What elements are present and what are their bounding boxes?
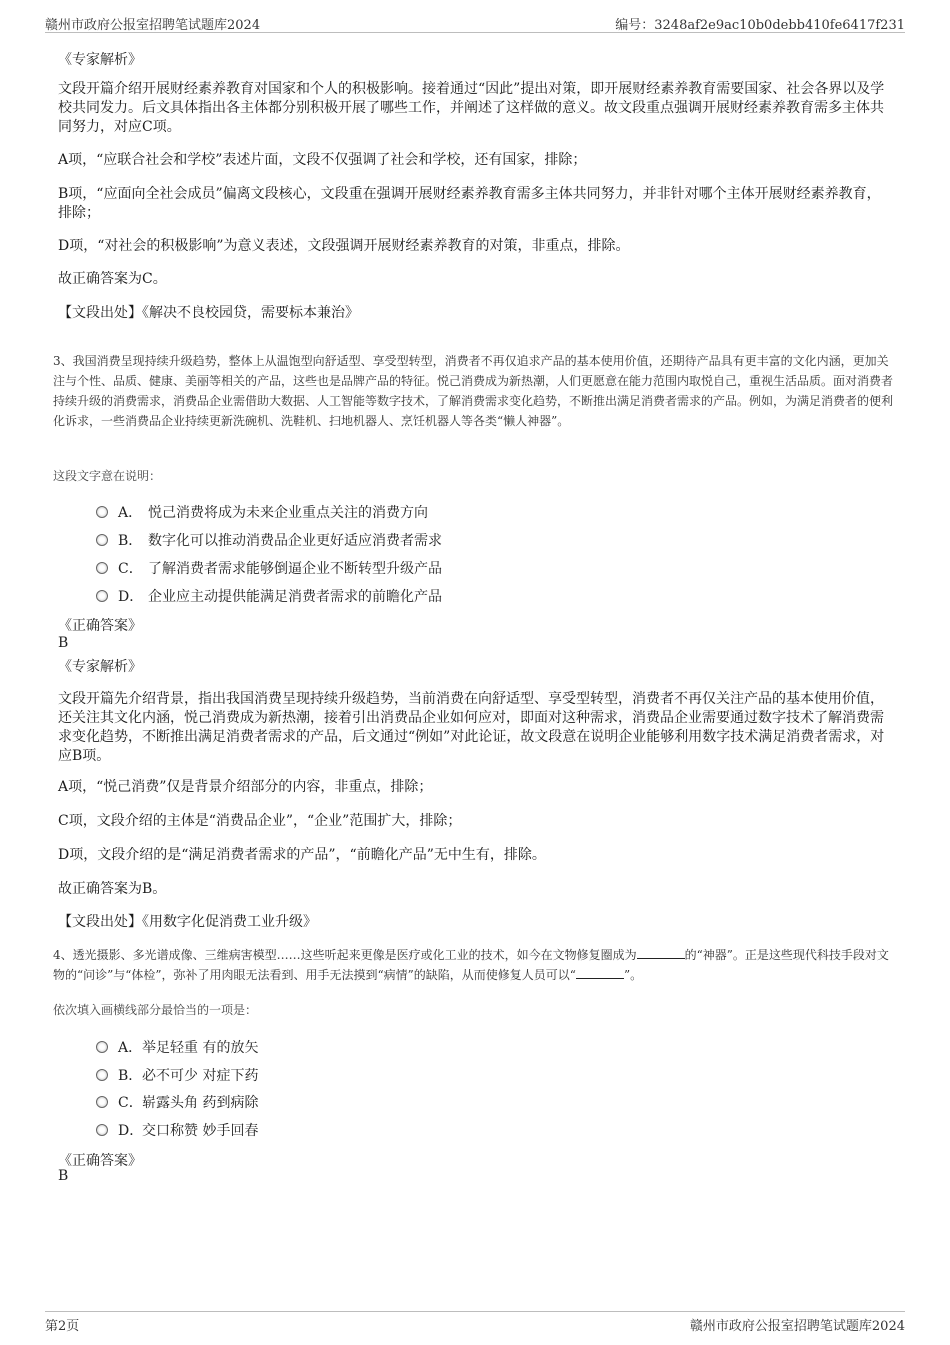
- option-letter: C．: [118, 1095, 143, 1111]
- q2-a-note: A项，“应联合社会和学校”表述片面，文段不仅强调了社会和学校，还有国家，排除；: [58, 152, 587, 168]
- q2-d-note: D项，“对社会的积极影响”为意义表述，文段强调开展财经素养教育的对策，非重点，排除。: [58, 238, 630, 254]
- q4-option-d[interactable]: [96, 1120, 258, 1140]
- header-doc-id: 编号：3248af2e9ac10b0debb410fe6417f231: [615, 18, 905, 33]
- option-letter: D．: [118, 1123, 144, 1139]
- radio-icon[interactable]: [96, 1096, 108, 1108]
- q3-answer: B: [58, 635, 69, 651]
- header-title: 赣州市政府公报室招聘笔试题库2024: [45, 18, 261, 33]
- q3-option-c[interactable]: [96, 558, 442, 578]
- q4-question: [53, 945, 893, 985]
- option-text: 悦己消费将成为未来企业重点关注的消费方向: [148, 505, 428, 521]
- option-text: 了解消费者需求能够倒逼企业不断转型升级产品: [148, 561, 442, 577]
- q3-conclusion: 故正确答案为B。: [58, 881, 167, 897]
- radio-icon[interactable]: [96, 590, 108, 602]
- page-header: [45, 12, 905, 33]
- q4-answer: B: [58, 1168, 69, 1184]
- q2-expert-label: 《专家解析》: [58, 52, 142, 68]
- q3-question: 3、我国消费呈现持续升级趋势，整体上从温饱型向舒适型、享受型转型，消费者不再仅追求产品的基本使用价值，还期待产品具有更丰富的文化内涵，更加关注与个性、品质、健康、美丽等相关的产品，这些也是品牌产品的特征。悦己消费成为新热潮，人们更愿意在能力范围内取悦自己，重视生活品质。面对消费者持续升级的消费需求，消费品企业需借助大数据、人工智能等数字技术，了解消费需求变化趋势，不断推出满足消费者需求的产品。例如，为满足消费者的便利化诉求，一些消费品企业持续更新洗碗机、洗鞋机、扫地机器人、烹饪机器人等各类“懒人神器”。: [53, 354, 894, 428]
- q4-option-a[interactable]: [96, 1037, 258, 1057]
- q4-answer-label: 《正确答案》: [58, 1153, 142, 1169]
- option-text: 崭露头角 药到病除: [142, 1095, 259, 1111]
- q4-question-part1: 4、透光摄影、多光谱成像、三维病害模型……这些听起来更像是医疗或化工业的技术，如今在文物修复圈成为: [53, 948, 637, 962]
- q3-answer-label: 《正确答案》: [58, 618, 142, 634]
- q2-source: 【文段出处】《解决不良校园贷，需要标本兼治》: [58, 305, 359, 321]
- option-letter: B．: [118, 1068, 143, 1084]
- q3-option-d[interactable]: [96, 586, 442, 606]
- q3-option-a[interactable]: [96, 502, 428, 522]
- footer-title: 赣州市政府公报室招聘笔试题库2024: [689, 1319, 905, 1334]
- radio-icon[interactable]: [96, 1069, 108, 1081]
- blank-line: [576, 967, 624, 979]
- q2-conclusion: 故正确答案为C。: [58, 271, 167, 287]
- radio-icon[interactable]: [96, 1041, 108, 1053]
- radio-icon[interactable]: [96, 1124, 108, 1136]
- option-text: 举足轻重 有的放矢: [142, 1040, 259, 1056]
- option-letter: C．: [118, 561, 143, 577]
- option-letter: D．: [118, 589, 144, 605]
- q3-a-note: A项，“悦己消费”仅是背景介绍部分的内容，非重点，排除；: [58, 779, 433, 795]
- q2-b-note: B项，“应面向全社会成员”偏离文段核心，文段重在强调开展财经素养教育需多主体共同努力，并非针对哪个主体开展财经素养教育，排除；: [58, 186, 881, 221]
- radio-icon[interactable]: [96, 506, 108, 518]
- q4-question-part3: ”。: [623, 968, 643, 982]
- q4-option-c[interactable]: [96, 1092, 258, 1112]
- option-letter: B．: [118, 533, 143, 549]
- q3-d-note: D项，文段介绍的是“满足消费者需求的产品”，“前瞻化产品”无中生有，排除。: [58, 847, 546, 863]
- q4-question-part2: 的“神器”。正是这些现代科技手段对文物的“问诊”与“体检”，弥补了用肉眼无法看到、用手无法摸到“病情”的缺陷，从而使修复人员可以“: [53, 948, 889, 982]
- q3-c-note: C项，文段介绍的主体是“消费品企业”，“企业”范围扩大，排除；: [58, 813, 462, 829]
- q3-source: 【文段出处】《用数字化促消费工业升级》: [58, 914, 317, 930]
- q3-analysis: 文段开篇先介绍背景，指出我国消费呈现持续升级趋势，当前消费在向舒适型、享受型转型，消费者不再仅关注产品的基本使用价值，还关注其文化内涵，悦己消费成为新热潮，接着引出消费品企业如何应对，即面对这种需求，消费品企业需要通过数字技术了解消费需求变化趋势，不断推出满足消费者需求的产品，后文通过“例如”对此论证，故文段意在说明企业能够利用数字技术满足消费者需求，对应B项。: [58, 691, 885, 764]
- blank-line: [637, 947, 685, 959]
- q4-option-b[interactable]: [96, 1065, 258, 1085]
- option-text: 数字化可以推动消费品企业更好适应消费者需求: [148, 533, 442, 549]
- q3-option-b[interactable]: [96, 530, 442, 550]
- q3-expert-label: 《专家解析》: [58, 659, 142, 675]
- q3-prompt: 这段文字意在说明：: [53, 469, 162, 483]
- option-letter: A．: [118, 505, 143, 521]
- radio-icon[interactable]: [96, 534, 108, 546]
- q4-prompt: 依次填入画横线部分最恰当的一项是：: [53, 1003, 258, 1017]
- footer-page-number: 第2页: [45, 1319, 80, 1334]
- radio-icon[interactable]: [96, 562, 108, 574]
- option-text: 企业应主动提供能满足消费者需求的前瞻化产品: [148, 589, 442, 605]
- page-footer: [45, 1311, 905, 1332]
- option-text: 必不可少 对症下药: [142, 1068, 259, 1084]
- option-letter: A．: [118, 1040, 143, 1056]
- q2-analysis: 文段开篇介绍开展财经素养教育对国家和个人的积极影响。接着通过“因此”提出对策，即开展财经素养教育需要国家、社会各界以及学校共同发力。后文具体指出各主体都分别积极开展了哪些工作，并阐述了这样做的意义。故文段重点强调开展财经素养教育需多主体共同努力，对应C项。: [58, 81, 885, 135]
- option-text: 交口称赞 妙手回春: [142, 1123, 259, 1139]
